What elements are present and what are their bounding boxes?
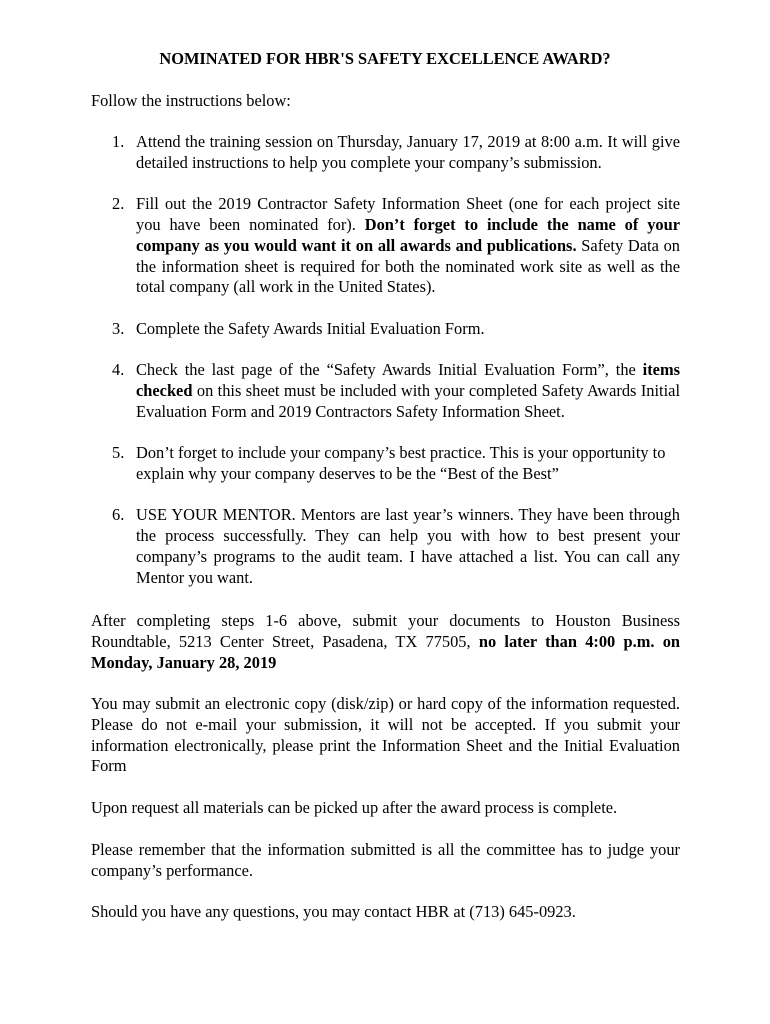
instruction-step-5 — [91, 443, 680, 485]
step-text-continued: Safety Data on the information sheet is required for both the nominated work site as well as the total company (all work in the United States). — [136, 235, 681, 297]
step-number: 6. — [112, 505, 125, 525]
reminder-paragraph: Please remember that the information submitted is all the committee has to judge your company’s performance. — [91, 840, 680, 880]
step-text: Attend the training session on Thursday, January 17, 2019 at 8:00 a.m. It will give detailed instructions to help you complete your company’s submission. — [136, 132, 680, 172]
step-number: 3. — [112, 318, 125, 338]
instruction-step-1 — [91, 132, 680, 174]
step-text: USE YOUR MENTOR. Mentors are last year’s winners. They have been through the process successfully. They can help you with how to best present your company’s programs to the audit team. I have attached a list. You can call any Mentor you want. — [136, 505, 680, 587]
deadline-text: no later than 4:00 p.m. on Monday, January 28, 2019 — [91, 631, 681, 672]
step-number: 1. — [112, 132, 125, 151]
step-text: Don’t forget to include your company’s best practice. This is your opportunity to explain why your company deserves to be the “Best of the Best” — [136, 443, 666, 483]
pickup-paragraph: Upon request all materials can be picked up after the award process is complete. — [91, 798, 618, 817]
submission-address-text: After completing steps 1-6 above, submit your documents to Houston Business Roundtable, 5213 Center Street, Pasadena, TX 77505, — [91, 611, 680, 651]
step-text: Complete the Safety Awards Initial Evaluation Form. — [136, 318, 485, 338]
intro-text: Follow the instructions below: — [91, 91, 291, 110]
instruction-step-3 — [91, 319, 680, 340]
step-number: 2. — [112, 194, 125, 214]
step-text: Fill out the 2019 Contractor Safety Information Sheet (one for each project site you have been nominated for). — [136, 194, 680, 234]
step-number: 5. — [112, 443, 125, 463]
contact-paragraph: Should you have any questions, you may contact HBR at (713) 645-0923. — [91, 902, 576, 921]
instruction-step-2 — [91, 194, 680, 298]
submission-format-paragraph: You may submit an electronic copy (disk/zip) or hard copy of the information requested. Please do not e-mail your submission, it will not be accepted. If you submit your information electronically, please print the Information Sheet and the Initial Evaluation Form — [91, 694, 680, 776]
step-emphasis-text: items checked — [136, 360, 680, 400]
step-text-continued: on this sheet must be included with your completed Safety Awards Initial Evaluation Form and 2019 Contractors Safety Information Sheet. — [136, 380, 680, 421]
submission-address-paragraph — [91, 611, 680, 673]
step-number: 4. — [112, 360, 125, 380]
step-emphasis-text: Don’t forget to include the name of your company as you would want it on all awards and publications. — [136, 214, 680, 255]
instruction-list — [91, 132, 680, 609]
instruction-step-4 — [91, 360, 680, 422]
step-text: Check the last page of the “Safety Awards Initial Evaluation Form”, the — [136, 360, 643, 380]
instruction-step-6 — [91, 505, 680, 588]
page-title: NOMINATED FOR HBR'S SAFETY EXCELLENCE AWARD? — [159, 49, 611, 68]
